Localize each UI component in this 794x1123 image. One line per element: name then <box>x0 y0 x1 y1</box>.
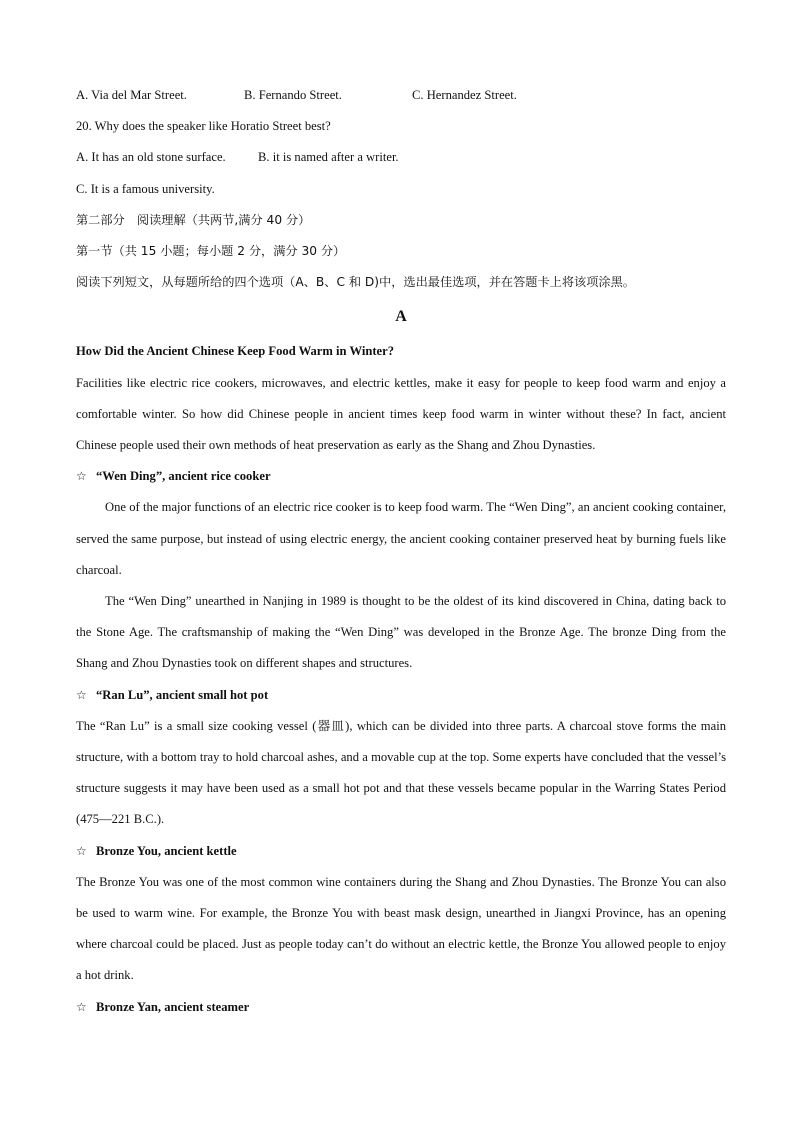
section-heading-text: Bronze You, ancient kettle <box>96 843 237 858</box>
star-icon: ☆ <box>76 843 87 858</box>
q20-options-row-1 <box>76 142 726 173</box>
q19-option-b: B. Fernando Street. <box>244 88 342 102</box>
section-heading <box>76 461 726 492</box>
q19-options <box>76 80 726 111</box>
star-icon: ☆ <box>76 687 87 702</box>
section-heading-text: Bronze Yan, ancient steamer <box>96 999 250 1014</box>
section-header: 第二部分 阅读理解（共两节,满分 40 分） <box>76 212 311 227</box>
paragraph: The “Ran Lu” is a small size cooking vessel (器皿), which can be divided into three parts. A charcoal stove forms the main structure, with a bottom tray to hold charcoal ashes, and a movable cup at the top. Some experts have concluded that the vessel’s structure suggests it may have been used as a small hot pot and that these vessels became popular in the Warring States Period (475—221 B.C.). <box>76 718 726 827</box>
passage-intro: Facilities like electric rice cookers, microwaves, and electric kettles, make it easy for people to keep food warm and enjoy a comfortable winter. So how did Chinese people in ancient times keep food warm in winter without these? In fact, ancient Chinese people used their own methods of heat preservation as early as the Shang and Zhou Dynasties. <box>76 375 726 453</box>
section-heading <box>76 836 726 867</box>
q20-option-a: A. It has an old stone surface. <box>76 150 226 165</box>
q19-option-c: C. Hernandez Street. <box>412 88 517 102</box>
instructions: 阅读下列短文，从每题所给的四个选项（A、B、C 和 D)中，选出最佳选项，并在答题卡上将该项涂黑。 <box>76 275 635 290</box>
star-icon: ☆ <box>76 469 87 484</box>
star-icon: ☆ <box>76 999 87 1014</box>
q20-option-b: B. it is named after a writer. <box>258 150 399 165</box>
document-page <box>76 80 726 1023</box>
q20-question: 20. Why does the speaker like Horatio Street best? <box>76 119 331 134</box>
section-bronze-yan <box>76 992 726 1023</box>
subsection-header: 第一节（共 15 小题；每小题 2 分，满分 30 分） <box>76 244 346 259</box>
section-heading <box>76 992 726 1023</box>
section-heading-text: “Ran Lu”, ancient small hot pot <box>96 687 269 702</box>
section-heading-text: “Wen Ding”, ancient rice cooker <box>96 469 271 484</box>
paragraph: The Bronze You was one of the most common wine containers during the Shang and Zhou Dynasties. The Bronze You can also be used to warm wine. For example, the Bronze You with beast mask design, unearthed in Jiangxi Province, has an opening where charcoal could be placed. Just as people today can’t do without an electric kettle, the Bronze You allowed people to enjoy a hot drink. <box>76 874 726 983</box>
section-ran-lu <box>76 680 726 836</box>
paragraph: The “Wen Ding” unearthed in Nanjing in 1989 is thought to be the oldest of its kind discovered in China, dating back to the Stone Age. The craftsmanship of making the “Wen Ding” was developed in the Bronze Age. The bronze Ding from the Shang and Zhou Dynasties took on different shapes and structures. <box>76 594 726 671</box>
passage-title: How Did the Ancient Chinese Keep Food Warm in Winter? <box>76 344 395 359</box>
q19-option-a: A. Via del Mar Street. <box>76 88 187 102</box>
section-wen-ding <box>76 461 726 679</box>
section-bronze-you <box>76 836 726 992</box>
section-heading <box>76 680 726 711</box>
passage-letter: A <box>395 308 407 326</box>
q20-option-c: C. It is a famous university. <box>76 181 215 196</box>
paragraph: One of the major functions of an electric rice cooker is to keep food warm. The “Wen Ding”, an ancient cooking container, served the same purpose, but instead of using electric energy, the ancient cooking container preserved heat by burning fuels like charcoal. <box>76 500 726 577</box>
